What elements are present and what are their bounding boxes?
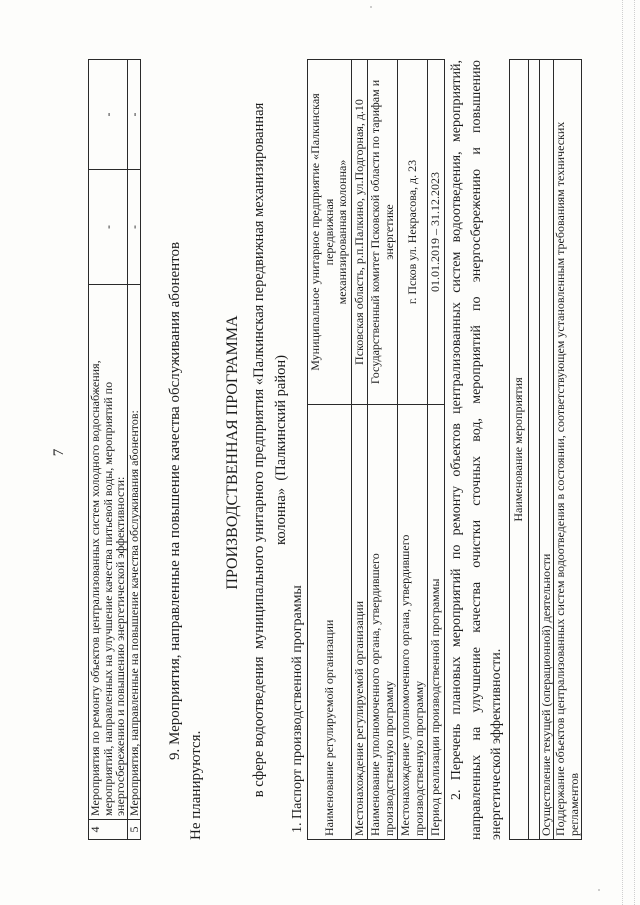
section-2-paragraph-line: направленных на улучшение качества очистки сточных вод, мероприятий по энергосбережению и повышению: [469, 60, 484, 840]
table-spacer-row: [528, 60, 539, 840]
section-9-heading: 9. Мероприятия, направленные на повышение качества обслуживания абонентов: [167, 241, 183, 760]
table-header-row: [510, 60, 529, 840]
scan-margin-line: [634, 0, 635, 905]
measures-table-continuation: [88, 59, 141, 840]
table-row: [368, 60, 398, 840]
passport-heading: 1. Паспорт производственной программы: [290, 585, 305, 833]
scan-margin-line: [622, 0, 623, 905]
passport-table: [307, 59, 445, 840]
empty-cell: [528, 60, 539, 840]
section-9-text: Не планируются.: [188, 730, 204, 840]
passport-value: 01.01.2019 – 31.12.2023: [428, 60, 445, 405]
passport-label: Период реализации производственной программы: [428, 405, 445, 840]
table-row: [89, 60, 128, 840]
section-2-paragraph-line: 2. Перечень плановых мероприятий по ремонту объектов централизованных систем водоотведения, мероприятий,: [449, 60, 464, 800]
passport-label: Наименование уполномоченного органа, утвердившего производственную программу: [368, 405, 398, 840]
table-row: [308, 60, 352, 840]
measures-list-table: [509, 59, 582, 840]
value-cell: -: [127, 170, 141, 285]
scan-speck: [598, 889, 600, 891]
page-number: 7: [51, 448, 67, 457]
value-cell: -: [89, 60, 128, 170]
table-row: [428, 60, 445, 840]
table-row: [351, 60, 368, 840]
measure-description: Мероприятия по ремонту объектов централизованных систем холодного водоснабжения, мероприятий, направленных на улучшение качества питьевой воды, мероприятий по энергосбережению и повышению энергетической эффективности:: [89, 285, 128, 820]
column-header: Наименование мероприятия: [510, 60, 529, 840]
table-row: [539, 60, 554, 840]
program-title: ПРОИЗВОДСТВЕННАЯ ПРОГРАММА: [224, 315, 241, 590]
passport-value: Государственный комитет Псковской области по тарифам и энергетике: [368, 60, 398, 405]
passport-value: Муниципальное унитарное предприятие «Палкинская передвижная механизированная колонна»: [308, 60, 352, 405]
row-number: 5: [127, 820, 141, 840]
passport-value: Псковская область, р.п.Палкино, ул.Подгорная, д.10: [351, 60, 368, 405]
measure-name: Осуществление текущей (операционной) деятельности: [539, 60, 554, 840]
program-subtitle-line-2: колонна» (Палкинский район): [273, 355, 289, 545]
passport-label: Местонахождение уполномоченного органа, утвердившего производственную программу: [398, 405, 428, 840]
value-cell: -: [89, 170, 128, 285]
table-row: [554, 60, 582, 840]
program-subtitle-line-1: в сфере водоотведения муниципального унитарного предприятия «Палкинская передвижная механизированная: [251, 102, 267, 798]
passport-value: г. Псков ул. Некрасова, д. 23: [398, 60, 428, 405]
passport-label: Наименование регулируемой организации: [308, 405, 352, 840]
passport-label: Местонахождение регулируемой организации: [351, 405, 368, 840]
value-cell: -: [127, 60, 141, 170]
measure-name: Поддержание объектов централизованных систем водоотведения в состоянии, соответствующем установленным требованиям технических регламентов: [554, 60, 582, 840]
measure-description: Мероприятия, направленные на повышение качества обслуживания абонентов:: [127, 285, 141, 820]
section-2-paragraph-line: энергетической эффективности.: [489, 648, 504, 840]
row-number: 4: [89, 820, 128, 840]
table-row: [398, 60, 428, 840]
table-row: [127, 60, 141, 840]
scan-speck: [370, 6, 372, 8]
